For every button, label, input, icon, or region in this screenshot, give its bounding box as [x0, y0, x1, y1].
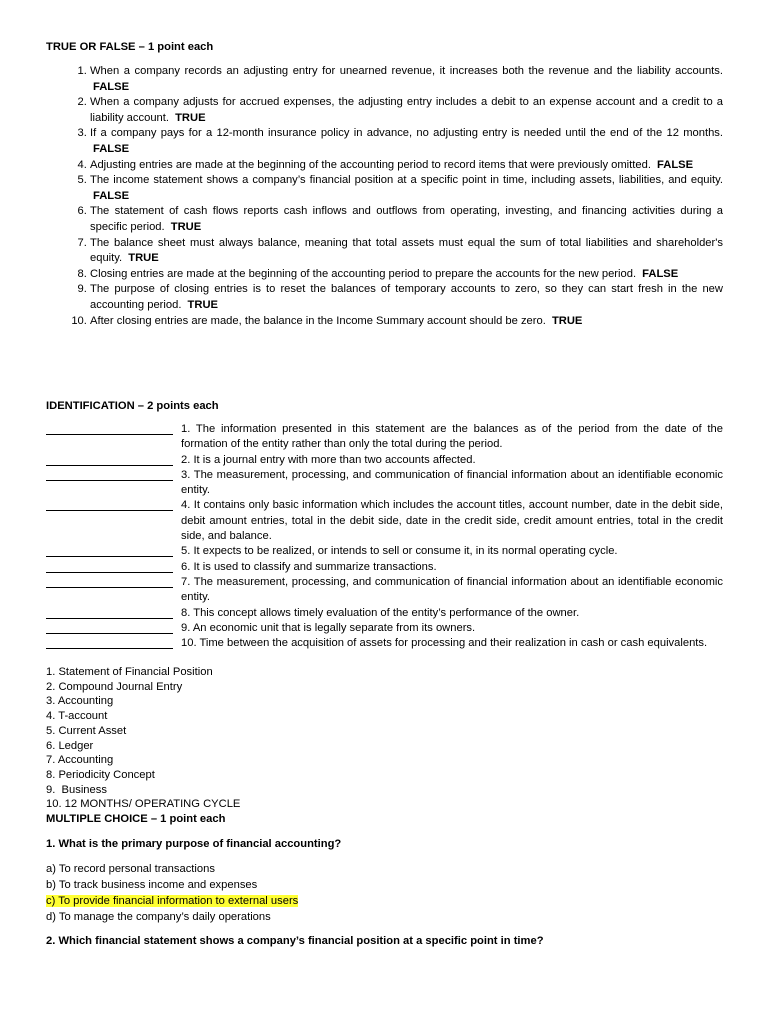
answer-key-item: 10. 12 MONTHS/ OPERATING CYCLE — [46, 798, 241, 811]
tf-answer: FALSE — [93, 142, 130, 155]
tf-answer: FALSE — [93, 189, 130, 202]
tf-answer: TRUE — [551, 314, 583, 327]
tf-item — [90, 314, 723, 330]
identification-question: 1. The information presented in this statement are the balances as of the period from the date of the formation of the entity rather than only the total during the period. — [181, 423, 723, 451]
identification-list — [46, 422, 723, 651]
answer-blank[interactable] — [46, 499, 173, 511]
answer-key-item: 8. Periodicity Concept — [46, 768, 155, 781]
answer-blank[interactable] — [46, 576, 173, 588]
identification-question: 7. The measurement, processing, and communication of financial information about an identifiable economic entity. — [181, 575, 723, 604]
tf-item — [90, 95, 723, 126]
answer-key-item: 3. Accounting — [46, 695, 114, 708]
mc-question-1: 1. What is the primary purpose of financial accounting? — [46, 838, 342, 850]
answer-key-item: 6. Ledger — [46, 739, 94, 752]
answer-key-item: 7. Accounting — [46, 754, 114, 767]
mc-option-d: d) To manage the company’s daily operations — [46, 911, 271, 923]
tf-item — [90, 204, 723, 235]
identification-question: 4. It contains only basic information which includes the account titles, account number, date in the debit side, debit amount entries, total in the debit side, date in the credit side, credit amount entries, total in the credit side, and balance. — [181, 499, 723, 543]
identification-item — [46, 422, 723, 453]
tf-question: When a company adjusts for accrued expenses, the adjusting entry includes a debit to an expense account and a credit to a liability account. — [90, 96, 723, 124]
mc-option-a: a) To record personal transactions — [46, 863, 215, 875]
tf-question: The purpose of closing entries is to reset the balances of temporary accounts to zero, so they can start fresh in the new accounting period. — [90, 283, 723, 311]
identification-heading: IDENTIFICATION – 2 points each — [46, 400, 219, 412]
identification-item — [46, 621, 723, 636]
identification-item — [46, 636, 723, 651]
identification-item — [46, 453, 723, 468]
answer-key-item: 4. T-account — [46, 710, 108, 723]
mc-option-b: b) To track business income and expenses — [46, 879, 258, 891]
tf-answer: TRUE — [187, 298, 219, 311]
tf-answer: TRUE — [128, 252, 159, 265]
answer-blank[interactable] — [46, 469, 173, 481]
answer-key-item: 2. Compound Journal Entry — [46, 680, 183, 693]
tf-answer: FALSE — [93, 80, 130, 93]
identification-item — [46, 560, 723, 575]
mc-heading: MULTIPLE CHOICE – 1 point each — [46, 813, 226, 825]
answer-key-item: 9. Business — [46, 783, 107, 796]
tf-item — [90, 267, 723, 283]
tf-question: The statement of cash flows reports cash inflows and outflows from operating, investing, and financing activities during a specific period. — [90, 205, 723, 233]
identification-question: 9. An economic unit that is legally separate from its owners. — [181, 621, 476, 634]
tf-question: When a company records an adjusting entry for unearned revenue, it increases both the revenue and the liability accounts. — [90, 65, 723, 77]
answer-blank[interactable] — [46, 637, 173, 649]
identification-question: 8. This concept allows timely evaluation of the entity’s performance of the owner. — [181, 606, 580, 619]
tf-item — [90, 64, 723, 95]
identification-item — [46, 606, 723, 621]
tf-item — [90, 126, 723, 157]
answer-blank[interactable] — [46, 545, 173, 557]
identification-item — [46, 544, 723, 559]
tf-question: The income statement shows a company’s financial position at a specific point in time, including assets, liabilities, and equity. — [90, 174, 723, 187]
tf-item — [90, 282, 723, 313]
tf-heading: TRUE OR FALSE – 1 point each — [46, 41, 214, 53]
answer-key-item: 5. Current Asset — [46, 724, 127, 737]
identification-question: 3. The measurement, processing, and communication of financial information about an identifiable economic entity. — [181, 468, 723, 497]
answer-blank[interactable] — [46, 607, 173, 619]
highlighted-answer: c) To provide financial information to external users — [46, 895, 299, 907]
tf-question: After closing entries are made, the balance in the Income Summary account should be zero. — [90, 314, 546, 327]
identification-item — [46, 498, 723, 544]
tf-item — [90, 158, 723, 174]
identification-item — [46, 468, 723, 499]
tf-answer: TRUE — [175, 111, 206, 124]
identification-question: 6. It is used to classify and summarize transactions. — [181, 560, 437, 573]
tf-answer: FALSE — [642, 267, 679, 280]
answer-blank[interactable] — [46, 423, 173, 435]
identification-question: 5. It expects to be realized, or intends to sell or consume it, in its normal operating cycle. — [181, 545, 618, 558]
tf-item — [90, 173, 723, 204]
identification-answer-key — [46, 665, 240, 812]
answer-blank[interactable] — [46, 561, 173, 573]
identification-question: 2. It is a journal entry with more than two accounts affected. — [181, 453, 476, 466]
tf-question: Adjusting entries are made at the beginning of the accounting period to record items that were previously omitted. — [90, 158, 651, 171]
identification-question: 10. Time between the acquisition of assets for processing and their realization in cash or cash equivalents. — [181, 637, 708, 650]
answer-blank[interactable] — [46, 454, 173, 466]
answer-blank[interactable] — [46, 622, 173, 634]
tf-question: If a company pays for a 12-month insurance policy in advance, no adjusting entry is needed until the end of the 12 months. — [90, 127, 723, 140]
tf-item — [90, 236, 723, 267]
tf-question: The balance sheet must always balance, meaning that total assets must equal the sum of total liabilities and shareholder's equity. — [90, 236, 723, 265]
identification-item — [46, 575, 723, 606]
mc-q1-options — [46, 861, 298, 925]
answer-key-item: 1. Statement of Financial Position — [46, 666, 213, 678]
mc-option-c-highlighted — [46, 893, 298, 909]
tf-answer: TRUE — [170, 220, 202, 233]
tf-answer: FALSE — [657, 158, 694, 171]
mc-question-2: 2. Which financial statement shows a company’s financial position at a specific point in time? — [46, 935, 544, 947]
tf-list — [46, 64, 723, 329]
tf-question: Closing entries are made at the beginning of the accounting period to prepare the accounts for the new period. — [90, 267, 637, 280]
